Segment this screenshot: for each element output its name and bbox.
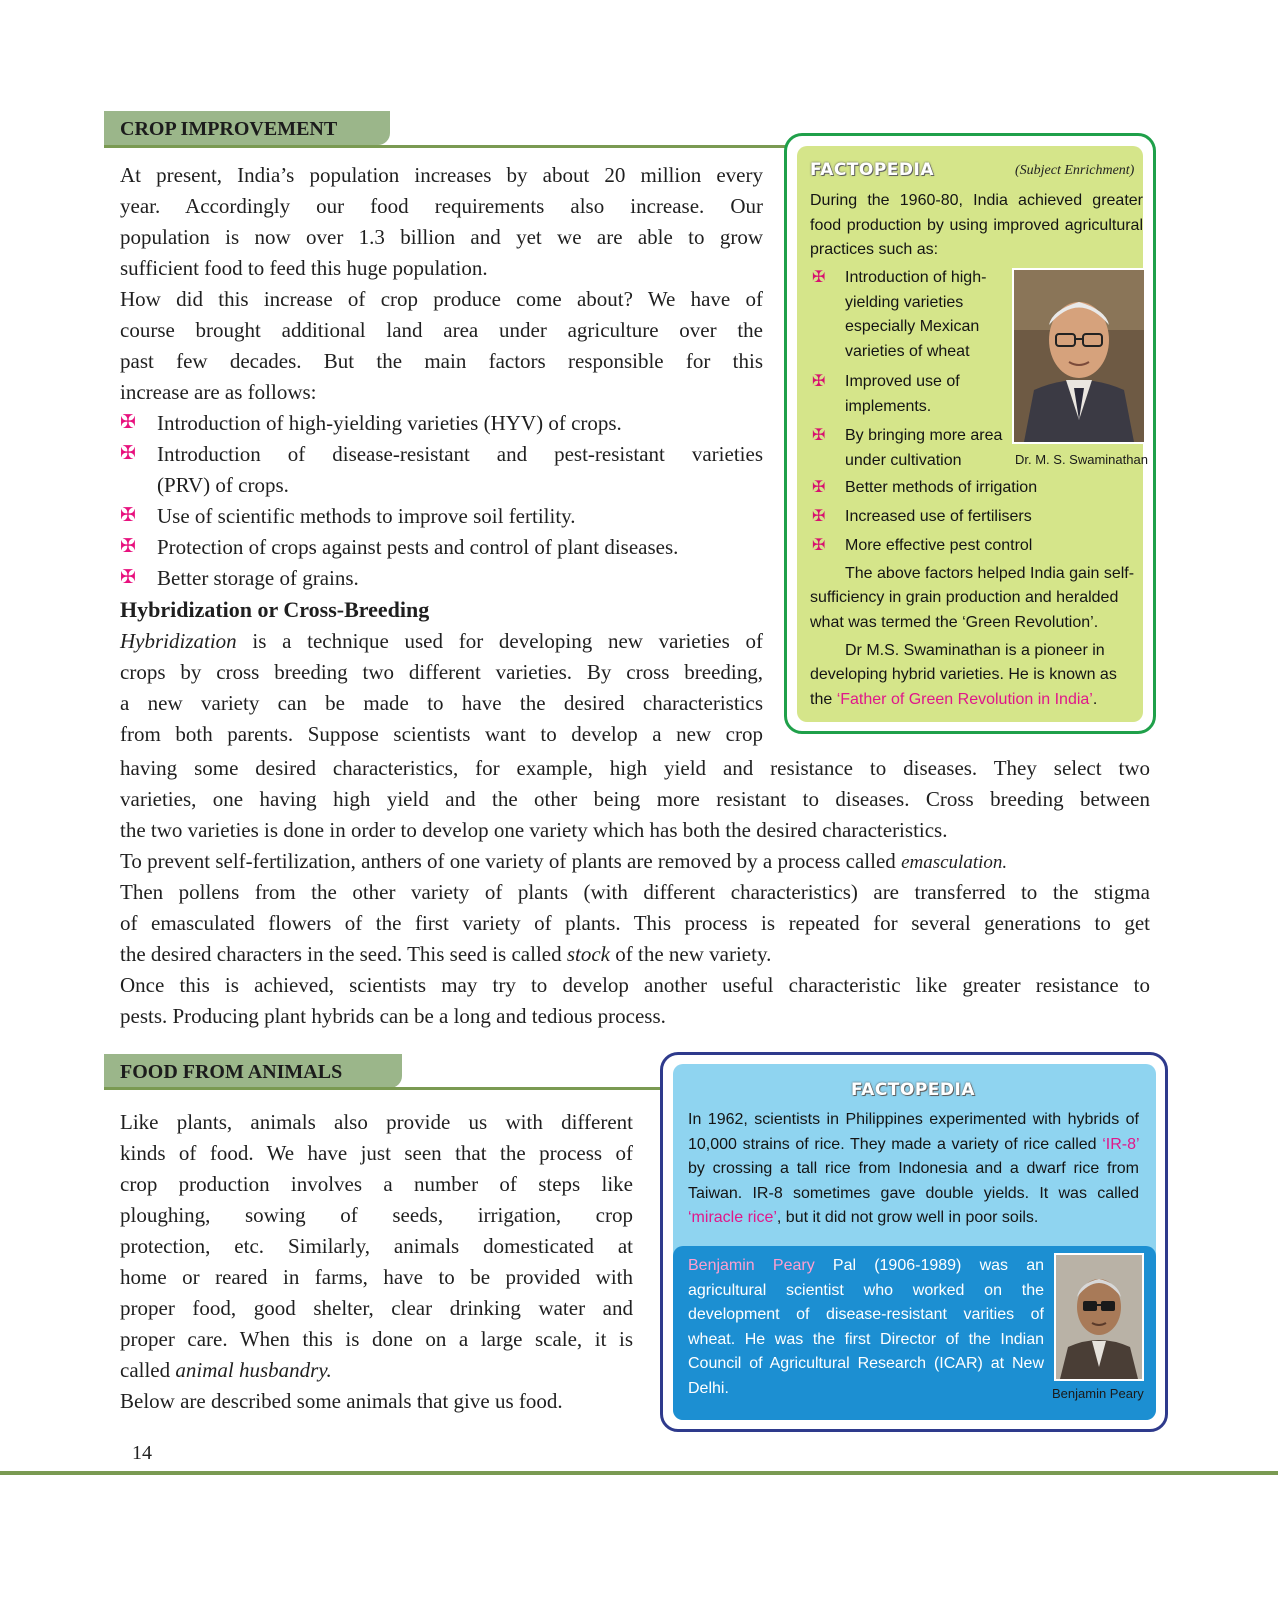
portrait-image bbox=[1014, 270, 1144, 442]
bullet-cross-icon: ✠ bbox=[812, 427, 826, 444]
text-line: year. Accordingly our food requirements also increase. Our bbox=[120, 194, 763, 218]
benjamin-peary-photo bbox=[1054, 1253, 1144, 1381]
factopedia-subtitle: (Subject Enrichment) bbox=[1015, 163, 1135, 178]
text-line: pests. Producing plant hybrids can be a long and tedious process. bbox=[120, 1004, 666, 1028]
footer-rule bbox=[0, 1471, 1278, 1475]
text-line: the two varieties is done in order to develop one variety which has both the desired characteristics. bbox=[120, 818, 948, 842]
text-line: crop production involves a number of steps like bbox=[120, 1172, 633, 1196]
list-item-text: Protection of crops against pests and control of plant diseases. bbox=[157, 535, 679, 559]
text-line: varieties of wheat bbox=[845, 342, 970, 360]
text-line: By bringing more area bbox=[845, 427, 1003, 444]
text-line: Below are described some animals that give us food. bbox=[120, 1389, 563, 1413]
text-line: sufficient food to feed this huge population. bbox=[120, 256, 488, 280]
list-item-text: Introduction of high-yielding varieties (HYV) of crops. bbox=[157, 411, 622, 435]
heading-rule bbox=[104, 145, 814, 148]
list-item-text: Use of scientific methods to improve soil fertility. bbox=[157, 504, 576, 528]
text-line: The above factors helped India gain self- bbox=[845, 565, 1135, 582]
text-line: yielding varieties bbox=[845, 293, 964, 311]
text-line: course brought additional land area under agriculture over the bbox=[120, 318, 763, 342]
text-line: especially Mexican bbox=[845, 318, 980, 335]
bullet-cross-icon: ✠ bbox=[812, 479, 826, 496]
section-heading-crop-improvement: CROP IMPROVEMENT bbox=[104, 111, 390, 145]
text-line: How did this increase of crop produce come about? We have of bbox=[120, 287, 763, 311]
term-emasculation: emasculation. bbox=[901, 852, 1008, 873]
highlight-ir8: ‘IR-8’ bbox=[1102, 1135, 1139, 1153]
text-line: Improved use of bbox=[845, 373, 960, 390]
list-item-text: (PRV) of crops. bbox=[157, 473, 289, 497]
text-line: increase are as follows: bbox=[120, 380, 317, 404]
text-line: under cultivation bbox=[845, 451, 962, 469]
text-line bbox=[120, 625, 763, 657]
bullet-cross-icon: ✠ bbox=[120, 505, 136, 526]
page-number: 14 bbox=[132, 1442, 152, 1464]
bullet-cross-icon: ✠ bbox=[120, 412, 136, 433]
text-line: proper care. When this is done on a large scale, it is bbox=[120, 1327, 633, 1351]
text-line bbox=[810, 663, 1143, 712]
photo-caption: Dr. M. S. Swaminathan bbox=[1015, 452, 1148, 467]
text-line: a new variety can be made to have the desired characteristics bbox=[120, 691, 763, 715]
text-line: population is now over 1.3 billion and yet we are able to grow bbox=[120, 225, 763, 249]
text-line: implements. bbox=[845, 397, 932, 415]
bullet-cross-icon: ✠ bbox=[812, 537, 826, 554]
factopedia-rice-text bbox=[688, 1108, 1139, 1231]
text-line bbox=[120, 1354, 633, 1386]
heading-rule bbox=[104, 1087, 660, 1090]
bullet-cross-icon: ✠ bbox=[812, 269, 826, 286]
text-line: home or reared in farms, have to be provided with bbox=[120, 1265, 633, 1289]
factopedia-title: FACTOPEDIA bbox=[851, 1080, 976, 1100]
highlight-father-green-revolution: ‘Father of Green Revolution in India’ bbox=[836, 690, 1093, 708]
text-line bbox=[120, 938, 1150, 970]
list-item-text: Better methods of irrigation bbox=[845, 479, 1038, 496]
factopedia-intro: During the 1960-80, India achieved greater food production by using improved agricultural practices such as: bbox=[810, 192, 1143, 258]
highlight-miracle-rice: ‘miracle rice’ bbox=[688, 1209, 777, 1226]
text-span: by crossing a tall rice from Indonesia and a dwarf rice from Taiwan. IR-8 sometimes gave double yields. It was called bbox=[688, 1160, 1139, 1202]
text-span: developing hybrid varieties. He is known as the bbox=[810, 666, 1117, 708]
term-stock: stock bbox=[566, 942, 611, 966]
bullet-cross-icon: ✠ bbox=[120, 536, 136, 557]
text-span: called bbox=[120, 1358, 176, 1382]
text-line: having some desired characteristics, for example, high yield and resistance to diseases. They select two bbox=[120, 756, 1150, 780]
term-animal-husbandry: animal husbandry. bbox=[175, 1358, 332, 1382]
text-span: To prevent self-fertilization, anthers of one variety of plants are removed by a process called bbox=[120, 849, 902, 873]
text-span: is a technique used for developing new varieties of bbox=[236, 629, 763, 653]
bio-text bbox=[688, 1254, 1044, 1401]
list-item-text: Introduction of disease-resistant and pest-resistant varieties bbox=[157, 442, 763, 466]
text-line: from both parents. Suppose scientists want to develop a new crop bbox=[120, 722, 763, 746]
subheading-hybridization: Hybridization or Cross-Breeding bbox=[120, 597, 430, 622]
text-line: Introduction of high- bbox=[845, 269, 987, 286]
bio-name: Benjamin Peary bbox=[688, 1257, 815, 1274]
text-line: past few decades. But the main factors responsible for this bbox=[120, 349, 763, 373]
section-heading-food-from-animals: FOOD FROM ANIMALS bbox=[104, 1054, 402, 1088]
list-item-text: Increased use of fertilisers bbox=[845, 508, 1032, 525]
bullet-cross-icon: ✠ bbox=[120, 443, 136, 464]
bullet-cross-icon: ✠ bbox=[812, 508, 826, 525]
text-line: protection, etc. Similarly, animals domesticated at bbox=[120, 1234, 633, 1258]
text-line: of emasculated flowers of the first variety of plants. This process is repeated for several generations to get bbox=[120, 911, 1150, 935]
term-hybridization: Hybridization bbox=[120, 629, 237, 653]
text-line: sufficiency in grain production and heralded what was termed the ‘Green Revolution’. bbox=[810, 589, 1119, 631]
text-line bbox=[120, 845, 1150, 879]
list-item-text: More effective pest control bbox=[845, 537, 1033, 554]
bullet-cross-icon: ✠ bbox=[812, 373, 826, 390]
text-line: ploughing, sowing of seeds, irrigation, crop bbox=[120, 1203, 633, 1227]
text-line: crops by cross breeding two different varieties. By cross breeding, bbox=[120, 660, 763, 684]
list-item-text: Better storage of grains. bbox=[157, 566, 359, 590]
text-line: proper food, good shelter, clear drinking water and bbox=[120, 1296, 633, 1320]
text-span: In 1962, scientists in Philippines experimented with hybrids of 10,000 strains of rice. They made a variety of rice called bbox=[688, 1111, 1139, 1153]
text-line: Like plants, animals also provide us with different bbox=[120, 1110, 633, 1134]
portrait-image bbox=[1056, 1255, 1142, 1379]
text-line: Once this is achieved, scientists may try to develop another useful characteristic like greater resistance to bbox=[120, 973, 1150, 997]
text-line: varieties, one having high yield and the other being more resistant to diseases. Cross breeding between bbox=[120, 787, 1150, 811]
text-span: , but it did not grow well in poor soils. bbox=[776, 1209, 1039, 1226]
text-span: Pal (1906-1989) was an agricultural scientist who worked on the development of disease-resistant varities of wheat. He was the first Director of the Indian Council of Agricultural Research (ICAR) at New Delhi. bbox=[688, 1257, 1045, 1397]
text-line: Then pollens from the other variety of plants (with different characteristics) are transferred to the stigma bbox=[120, 880, 1150, 904]
text-line: Dr M.S. Swaminathan is a pioneer in bbox=[845, 642, 1105, 659]
swaminathan-photo bbox=[1012, 268, 1146, 444]
text-line: kinds of food. We have just seen that the process of bbox=[120, 1141, 633, 1165]
text-span: the desired characters in the seed. This seed is called bbox=[120, 942, 567, 966]
photo-caption: Benjamin Peary bbox=[1052, 1386, 1144, 1401]
text-span: of the new variety. bbox=[610, 942, 772, 966]
text-span: . bbox=[1092, 690, 1098, 708]
bullet-cross-icon: ✠ bbox=[120, 567, 136, 588]
text-line: At present, India’s population increases by about 20 million every bbox=[120, 163, 763, 187]
factopedia-title: FACTOPEDIA bbox=[810, 160, 935, 180]
